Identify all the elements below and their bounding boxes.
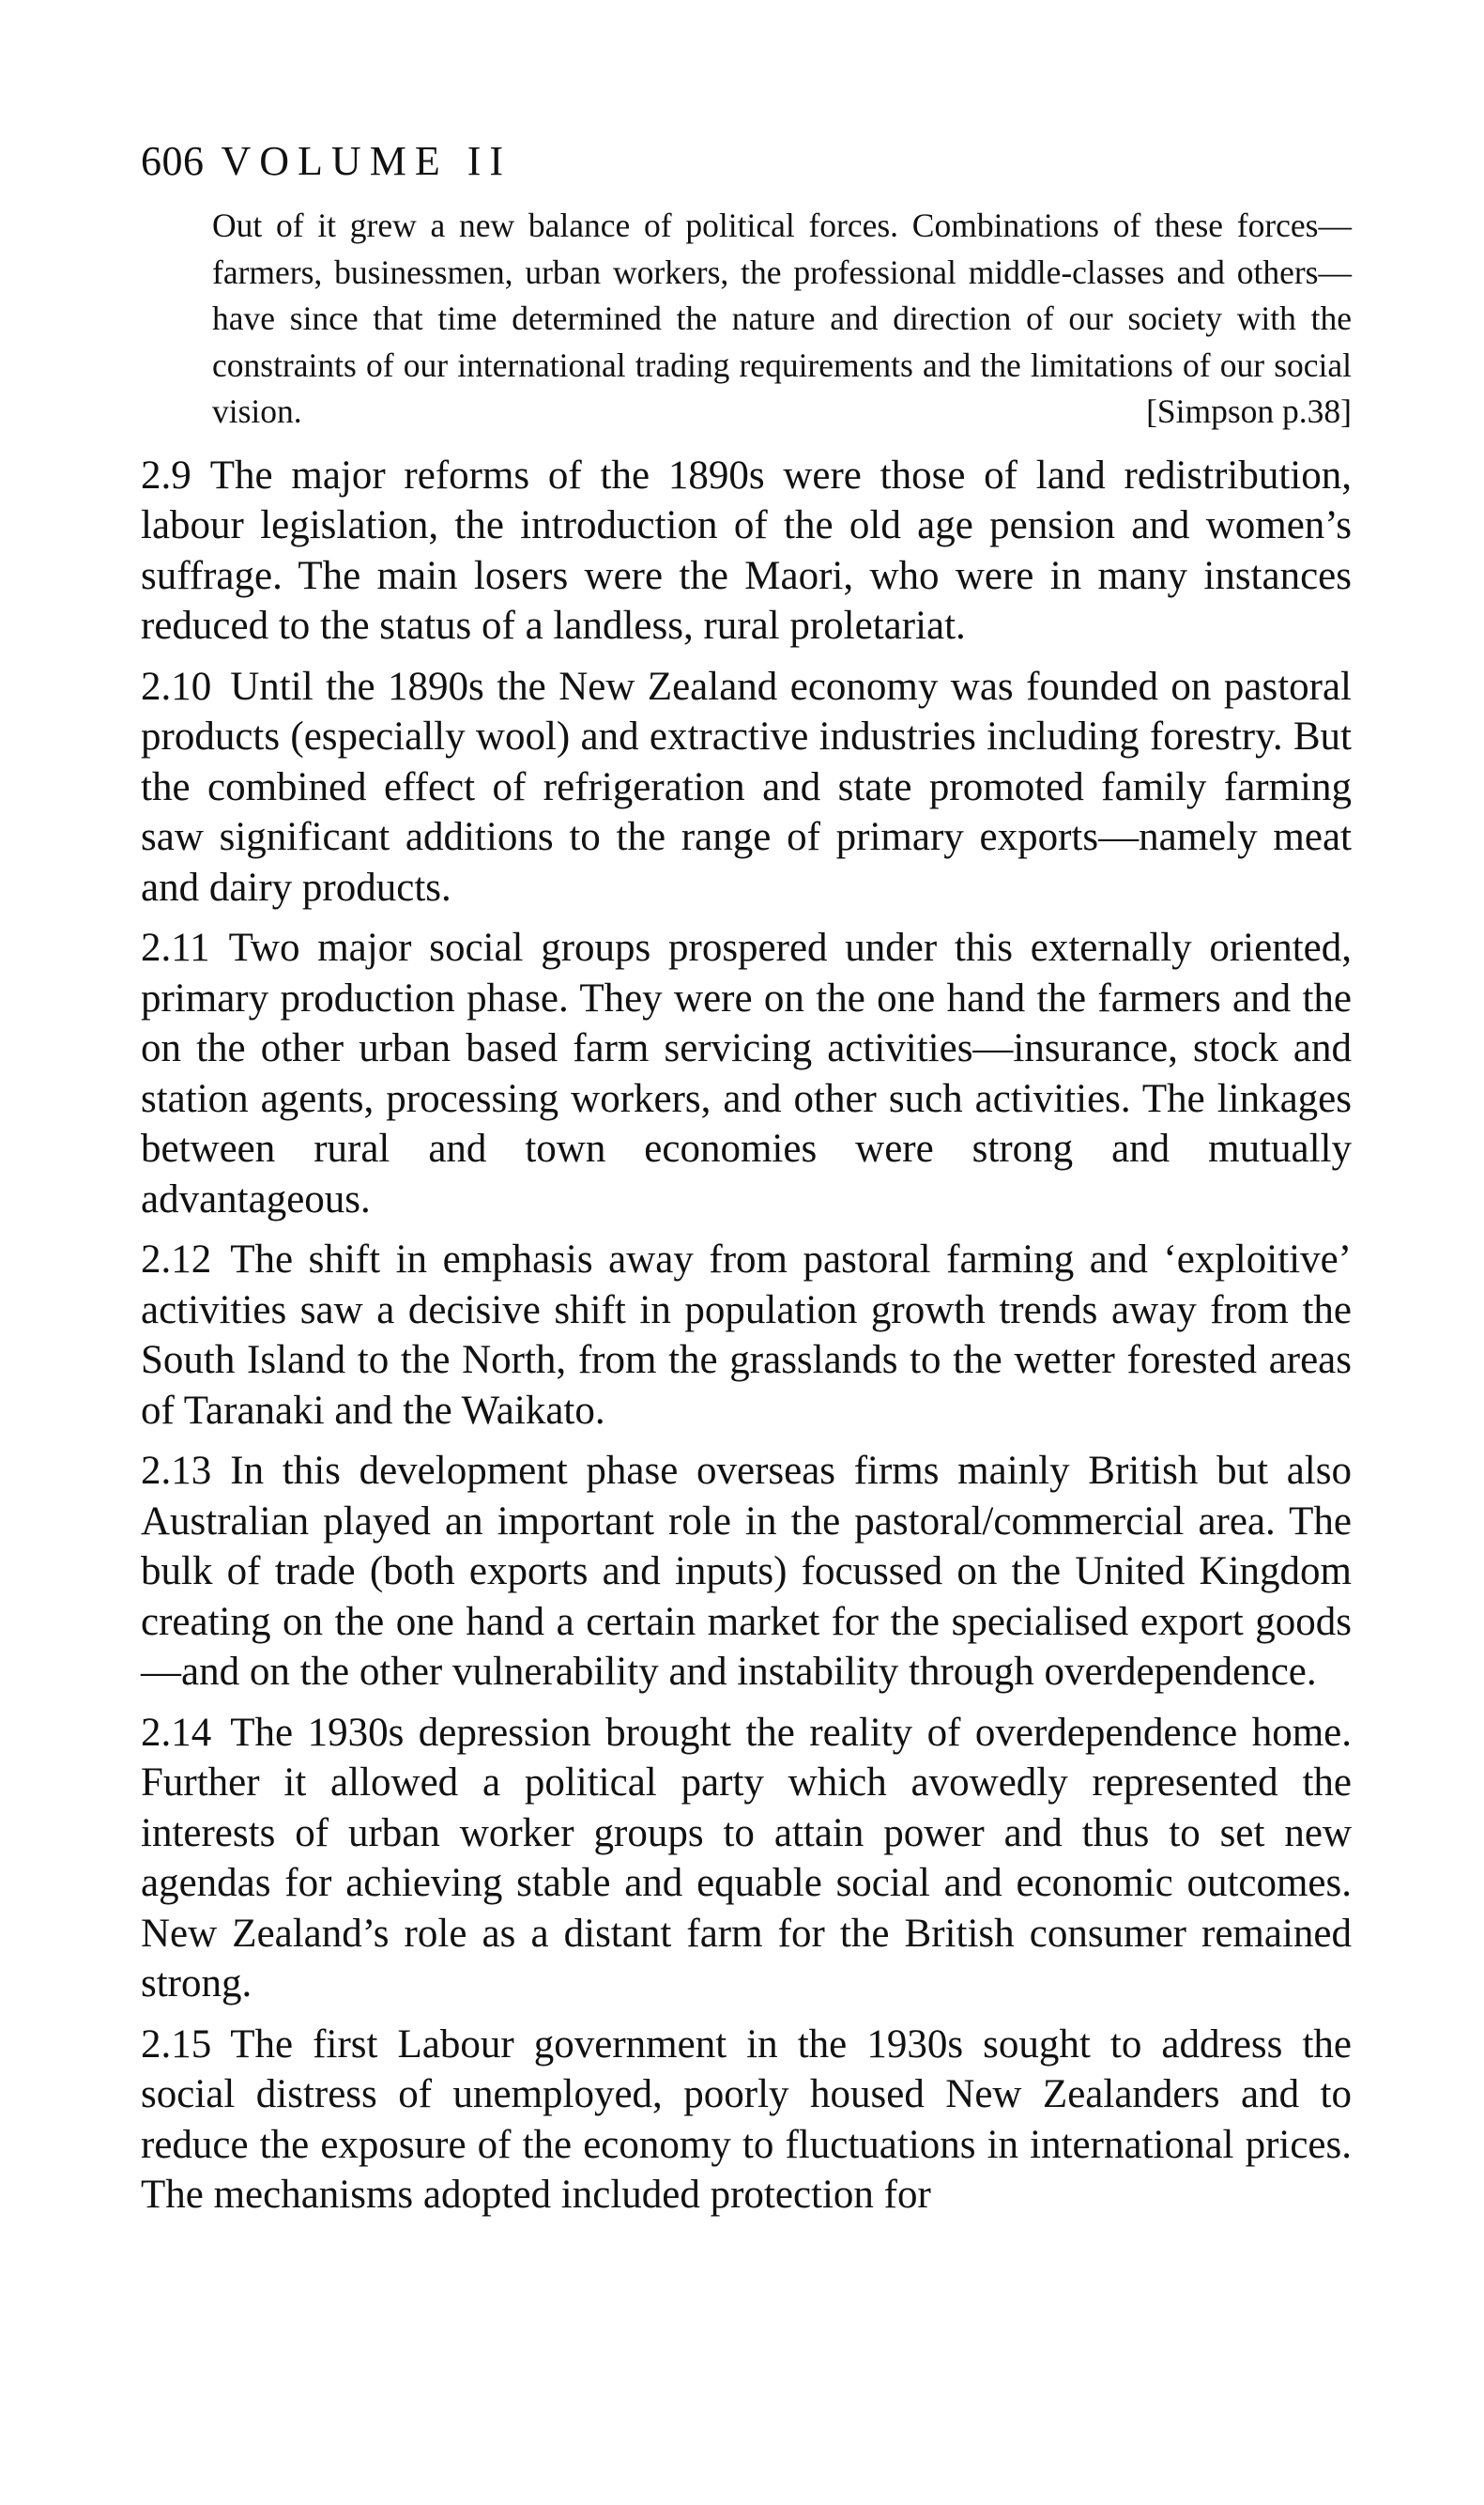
- paragraph-2-15: [141, 2020, 1352, 2221]
- running-header: [141, 138, 1352, 184]
- paragraph-number: 2.13: [141, 1449, 212, 1493]
- paragraph-2-11: [141, 923, 1352, 1224]
- paragraph-text: Until the 1890s the New Zealand economy was founded on pastoral products (especially wool) and extractive industries including forestry. But the combined effect of refrigeration and state promoted family farming saw significant additions to the range of primary exports—namely meat and dairy products.: [141, 664, 1352, 910]
- page-number: 606: [141, 138, 205, 184]
- document-page: [141, 138, 1352, 2231]
- paragraph-number: 2.10: [141, 664, 212, 709]
- paragraph-2-10: [141, 662, 1352, 914]
- paragraph-number: 2.12: [141, 1237, 212, 1282]
- quote-text: Out of it grew a new balance of political forces. Combinations of these forces—farmers, businessmen, urban workers, the professional middle-classes and others—have since that time determined the nature and direction of our society with the constraints of our international trading requirements and the limitations of our social vision.: [212, 207, 1352, 430]
- paragraph-text: The first Labour government in the 1930s sought to address the social distress of unemployed, poorly housed New Zealanders and to reduce the exposure of the economy to fluctuations in international prices. The mechanisms adopted included protection for: [141, 2021, 1352, 2217]
- paragraph-2-12: [141, 1235, 1352, 1436]
- paragraph-text: The shift in emphasis away from pastoral farming and ‘exploitive’ activities saw a decisive shift in population growth trends away from the South Island to the North, from the grasslands to the wetter forested areas of Taranaki and the Waikato.: [141, 1237, 1352, 1433]
- paragraph-number: 2.14: [141, 1710, 212, 1755]
- paragraph-text: In this development phase overseas firms mainly British but also Australian played an important role in the pastoral/commercial area. The bulk of trade (both exports and inputs) focussed on the United Kingdom creating on the one hand a certain market for the specialised export goods—and on the other vulnerability and instability through overdependence.: [141, 1449, 1352, 1694]
- paragraph-2-13: [141, 1446, 1352, 1698]
- block-quote: [212, 203, 1352, 436]
- paragraph-number: 2.11: [141, 926, 210, 970]
- paragraph-text: The 1930s depression brought the reality of overdependence home. Further it allowed a political party which avowedly represented the interests of urban worker groups to attain power and thus to set new agendas for achieving stable and equable social and economic outcomes. New Zealand’s role as a distant farm for the British consumer remained strong.: [141, 1710, 1352, 2006]
- quote-citation: [Simpson p.38]: [1146, 392, 1352, 430]
- paragraph-2-9: [141, 451, 1352, 652]
- volume-label: VOLUME II: [221, 138, 513, 184]
- paragraph-text: Two major social groups prospered under this externally oriented, primary production phase. They were on the one hand the farmers and the on the other urban based farm servicing activities—insurance, stock and station agents, processing workers, and other such activities. The linkages between rural and town economies were strong and mutually advantageous.: [141, 926, 1352, 1222]
- paragraph-number: 2.9: [141, 453, 191, 498]
- paragraph-text: The major reforms of the 1890s were those of land redistribution, labour legislation, the introduction of the old age pension and women’s suffrage. The main losers were the Maori, who were in many instances reduced to the status of a landless, rural proletariat.: [141, 453, 1352, 648]
- paragraph-number: 2.15: [141, 2021, 212, 2067]
- paragraph-2-14: [141, 1708, 1352, 2009]
